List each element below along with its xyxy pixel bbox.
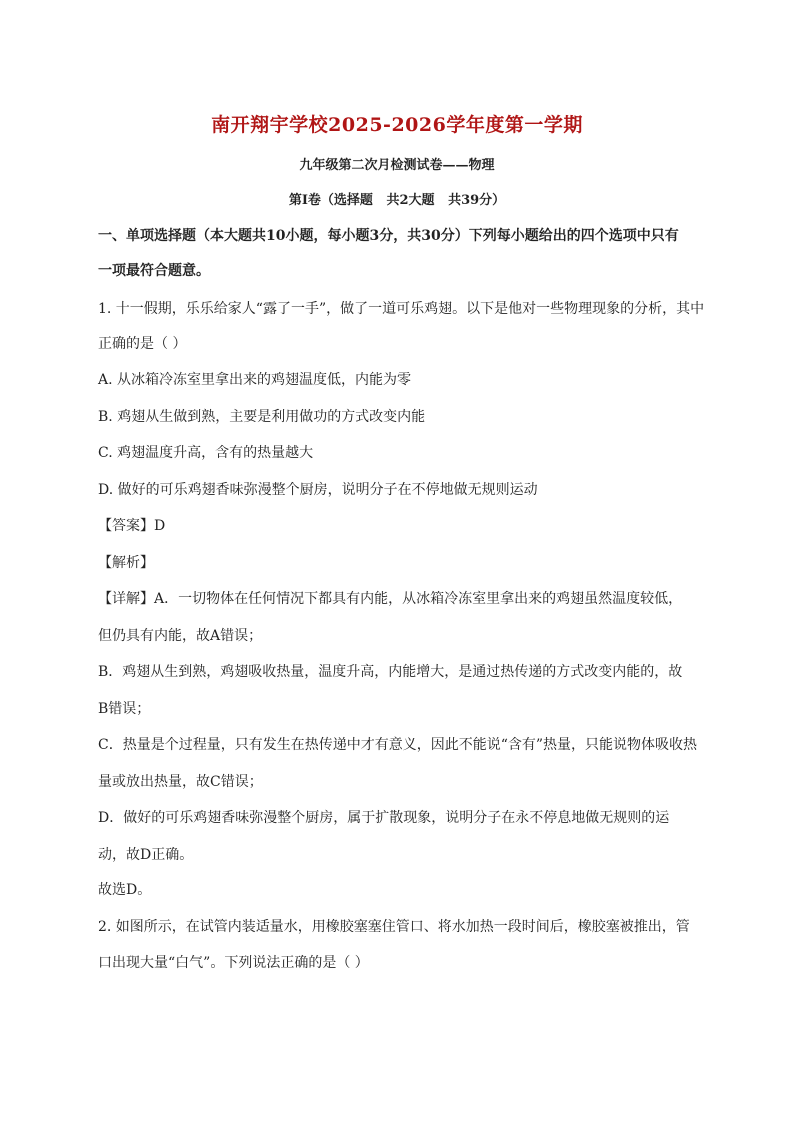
q1-detail-line7: D．做好的可乐鸡翅香味弥漫整个厨房，属于扩散现象，说明分子在永不停息地做无规则的运 (98, 810, 670, 826)
section-heading-line1: 一、单项选择题（本大题共10小题，每小题3分，共30分）下列每小题给出的四个选项中只有 (98, 228, 679, 244)
q1-detail-line4: B错误； (98, 701, 151, 717)
q1-detail-line8: 动，故D正确。 (98, 847, 194, 863)
q1-detail-line6: 量或放出热量，故C错误； (98, 774, 263, 790)
q1-detail-line3: B．鸡翅从生到熟，鸡翅吸收热量，温度升高，内能增大，是通过热传递的方式改变内能的，故 (98, 664, 683, 680)
q1-answer: 【答案】D (98, 518, 166, 534)
page-title: 南开翔宇学校2025-2026学年度第一学期 (211, 114, 583, 136)
q1-analysis-label: 【解析】 (98, 555, 154, 571)
q1-option-d: D. 做好的可乐鸡翅香味弥漫整个厨房，说明分子在不停地做无规则运动 (98, 482, 538, 498)
q1-option-b: B. 鸡翅从生做到熟，主要是利用做功的方式改变内能 (98, 409, 426, 425)
q1-detail-line1: 【详解】A．一切物体在任何情况下都具有内能，从冰箱冷冻室里拿出来的鸡翅虽然温度较低， (98, 591, 683, 607)
q1-detail-line2: 但仍具有内能，故A错误； (98, 628, 263, 644)
q1-stem-line2: 正确的是（ ） (98, 336, 187, 352)
exam-subtitle: 九年级第二次月检测试卷——物理 (299, 158, 495, 173)
q1-stem-line1: 1. 十一假期，乐乐给家人“露了一手”，做了一道可乐鸡翅。以下是他对一些物理现象的分析，其中 (98, 301, 705, 317)
q1-conclusion: 故选D。 (98, 882, 152, 898)
q1-detail-line5: C．热量是个过程量，只有发生在热传递中才有意义，因此不能说“含有”热量，只能说物体吸收热 (98, 737, 698, 753)
q1-option-c: C. 鸡翅温度升高，含有的热量越大 (98, 445, 314, 461)
q2-stem-line2: 口出现大量“白气”。下列说法正确的是（ ） (98, 955, 369, 971)
section-heading-line2: 一项最符合题意。 (98, 263, 210, 279)
q1-option-a: A. 从冰箱冷冻室里拿出来的鸡翅温度低，内能为零 (98, 372, 412, 388)
q2-stem-line1: 2. 如图所示，在试管内装适量水，用橡胶塞塞住管口、将水加热一段时间后，橡胶塞被推出，管 (98, 919, 690, 935)
volume-heading: 第Ⅰ卷（选择题 共2大题 共39分） (288, 193, 506, 208)
